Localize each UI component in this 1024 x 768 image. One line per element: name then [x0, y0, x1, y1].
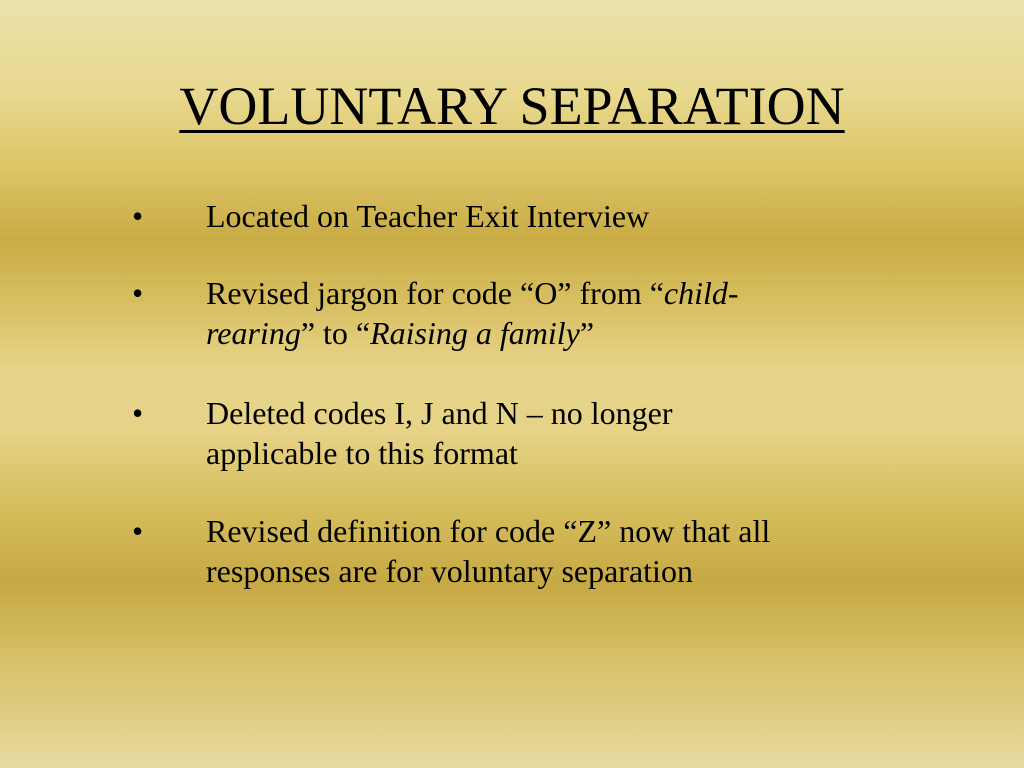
bullet-marker: • [132, 275, 144, 311]
bullet-text-line: responses are for voluntary separation [206, 553, 693, 589]
bullet-text [206, 393, 946, 473]
bullet-marker: • [132, 198, 144, 234]
bullet-text [206, 273, 946, 353]
bullet-text-line: Deleted codes I, J and N – no longer [206, 395, 673, 431]
bullet-marker: • [132, 513, 144, 549]
bullet-marker: • [132, 395, 144, 431]
bullet-text-line: Revised definition for code “Z” now that all [206, 513, 771, 549]
bullet-text: Located on Teacher Exit Interview [206, 198, 650, 234]
bullet-text-segment: Revised jargon for code “O” from “ [206, 275, 664, 311]
slide-title-text: VOLUNTARY SEPARATION [179, 76, 845, 136]
bullet-text-italic-segment: child- [663, 275, 739, 311]
bullet-text-italic-segment: Raising a family [370, 315, 580, 351]
bullet-text-segment: ” to “ [300, 315, 371, 351]
bullet-text-segment: ” [579, 315, 595, 351]
bullet-text-italic-segment: rearing [206, 315, 301, 351]
bullet-text-line: applicable to this format [206, 435, 518, 471]
bullet-text [206, 511, 946, 591]
